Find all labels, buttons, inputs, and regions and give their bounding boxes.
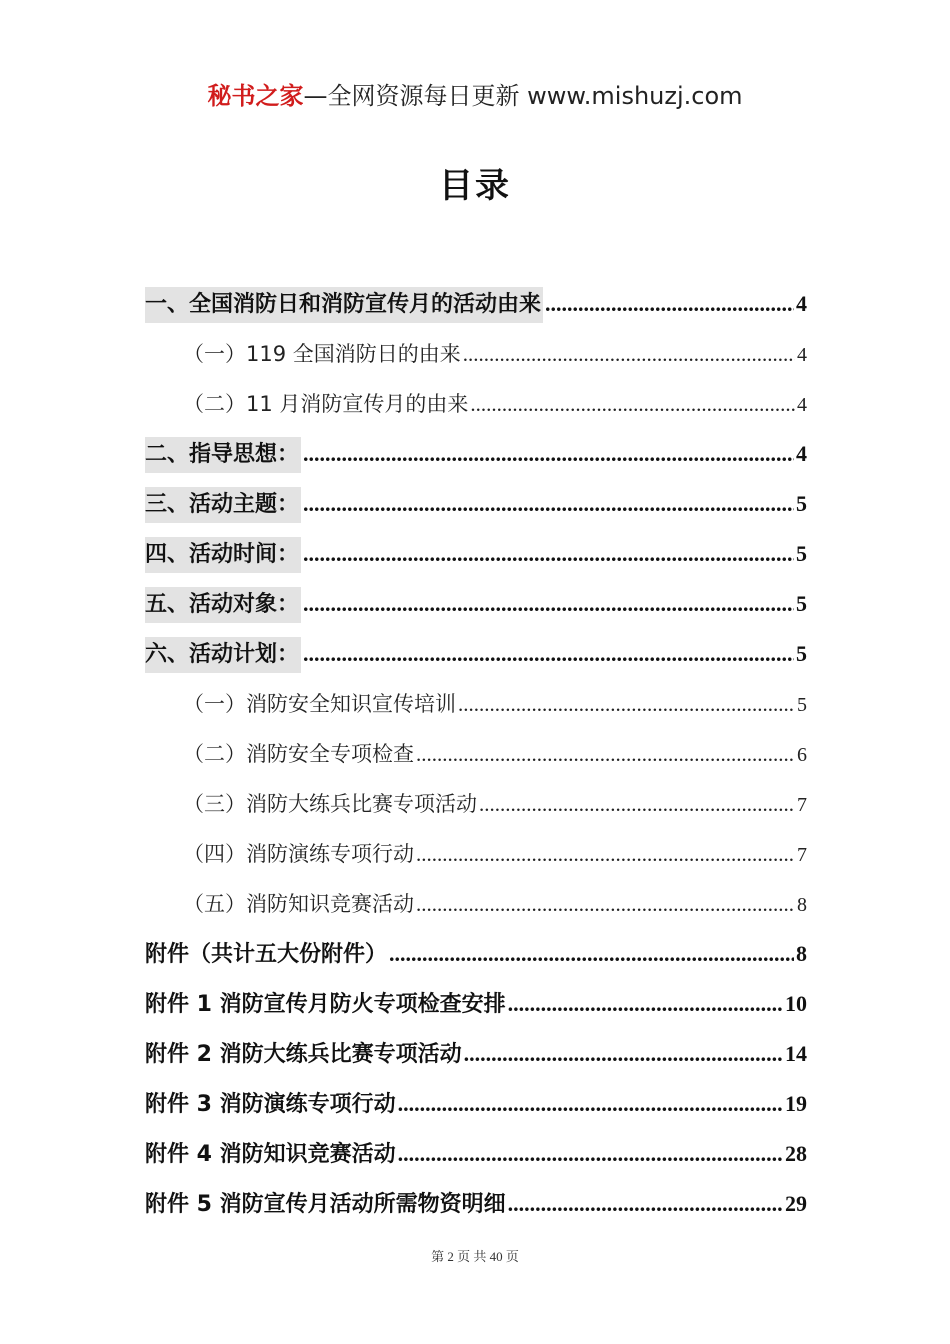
toc-entry[interactable] [145, 386, 807, 436]
toc-dot-leader [470, 386, 795, 422]
toc-entry-label: （三）消防大练兵比赛专项活动 [183, 792, 477, 816]
toc-entry[interactable] [145, 786, 807, 836]
toc-entry-page: 4 [797, 394, 807, 416]
page-title: 目录 [439, 166, 511, 206]
toc-entry-label: （五）消防知识竞赛活动 [183, 892, 414, 916]
toc-dot-leader [303, 436, 794, 472]
toc-entry-label: （一）消防安全知识宣传培训 [183, 692, 456, 716]
toc-dot-leader [303, 486, 794, 522]
toc-entry-label: 三、活动主题： [145, 487, 301, 523]
toc-dot-leader [416, 836, 795, 872]
toc-dot-leader [508, 1186, 783, 1222]
toc-entry-page: 28 [785, 1141, 807, 1166]
toc-entry-page: 7 [797, 794, 807, 816]
toc-dot-leader [545, 286, 794, 322]
toc-dot-leader [416, 736, 795, 772]
toc-dot-leader [398, 1086, 783, 1122]
toc-entry[interactable] [145, 286, 807, 336]
toc-entry[interactable] [145, 636, 807, 686]
toc-entry-label: （一）119 全国消防日的由来 [183, 342, 461, 366]
toc-entry[interactable] [145, 486, 807, 536]
toc-entry[interactable] [145, 836, 807, 886]
toc-entry[interactable] [145, 986, 807, 1036]
toc-entry[interactable] [145, 436, 807, 486]
toc-entry-label: 附件 5 消防宣传月活动所需物资明细 [145, 1192, 506, 1217]
toc-entry-label: 附件 3 消防演练专项行动 [145, 1092, 396, 1117]
page-footer: 第 2 页 共 40 页 [431, 1249, 519, 1264]
toc-entry[interactable] [145, 1086, 807, 1136]
toc-dot-leader [398, 1136, 783, 1172]
toc-entry-page: 4 [796, 441, 807, 466]
site-brand: 秘书之家 [207, 82, 304, 110]
toc-dot-leader [479, 786, 795, 822]
toc-dot-leader [508, 986, 783, 1022]
toc-entry-label: 附件 4 消防知识竞赛活动 [145, 1142, 396, 1167]
toc-entry-label: 一、全国消防日和消防宣传月的活动由来 [145, 287, 543, 323]
toc-entry-label: 六、活动计划： [145, 637, 301, 673]
toc-dot-leader [303, 636, 794, 672]
toc-entry-page: 5 [796, 641, 807, 666]
toc-entry[interactable] [145, 686, 807, 736]
toc-entry[interactable] [145, 936, 807, 986]
toc-entry[interactable] [145, 886, 807, 936]
toc-dot-leader [458, 686, 795, 722]
toc-dot-leader [416, 886, 795, 922]
toc-dot-leader [303, 586, 794, 622]
toc-entry-page: 29 [785, 1191, 807, 1216]
toc-entry[interactable] [145, 1036, 807, 1086]
toc-entry[interactable] [145, 1186, 807, 1236]
toc-entry-page: 14 [785, 1041, 807, 1066]
toc-entry[interactable] [145, 1136, 807, 1186]
toc-entry-label: 五、活动对象： [145, 587, 301, 623]
toc-entry-page: 7 [797, 844, 807, 866]
toc-entry-label: 二、指导思想： [145, 437, 301, 473]
toc-dot-leader [389, 936, 794, 972]
toc-entry[interactable] [145, 336, 807, 386]
toc-entry-page: 4 [796, 291, 807, 316]
toc-entry[interactable] [145, 586, 807, 636]
toc-dot-leader [464, 1036, 783, 1072]
table-of-contents [145, 286, 807, 1236]
toc-entry-label: 四、活动时间： [145, 537, 301, 573]
toc-entry-label: （二）消防安全专项检查 [183, 742, 414, 766]
toc-entry-page: 5 [796, 591, 807, 616]
toc-entry-label: 附件 2 消防大练兵比赛专项活动 [145, 1042, 462, 1067]
site-header [0, 80, 950, 112]
toc-entry-label: （四）消防演练专项行动 [183, 842, 414, 866]
toc-dot-leader [303, 536, 794, 572]
toc-entry-page: 6 [797, 744, 807, 766]
site-tagline: —全网资源每日更新 www.mishuzj.com [303, 82, 743, 110]
toc-entry-page: 8 [797, 894, 807, 916]
toc-entry-page: 5 [797, 694, 807, 716]
toc-entry-page: 19 [785, 1091, 807, 1116]
toc-dot-leader [463, 336, 795, 372]
toc-entry-page: 5 [796, 491, 807, 516]
toc-entry-label: （二）11 月消防宣传月的由来 [183, 392, 469, 416]
toc-entry-page: 5 [796, 541, 807, 566]
toc-entry[interactable] [145, 736, 807, 786]
toc-entry-page: 10 [785, 991, 807, 1016]
toc-entry-label: 附件 1 消防宣传月防火专项检查安排 [145, 992, 506, 1017]
toc-entry-page: 8 [796, 941, 807, 966]
toc-entry[interactable] [145, 536, 807, 586]
toc-entry-label: 附件（共计五大份附件） [145, 942, 388, 967]
toc-entry-page: 4 [797, 344, 807, 366]
